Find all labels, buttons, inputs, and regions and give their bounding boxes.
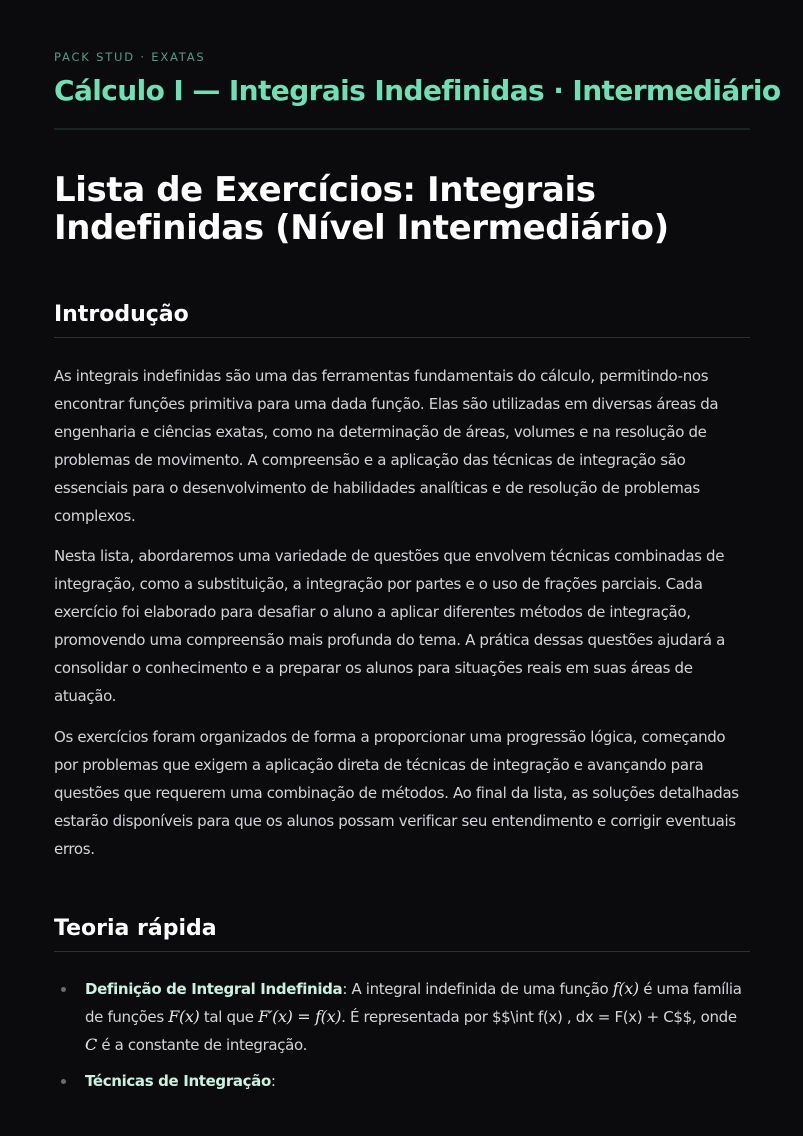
- section-heading-teoria-rapida: Teoria rápida: [54, 916, 750, 952]
- header-divider: [54, 128, 750, 130]
- list-item: [54, 975, 750, 1059]
- math-expression: F(x): [168, 1007, 200, 1026]
- math-expression: f(x): [612, 979, 639, 998]
- intro-paragraph-3: Os exercícios foram organizados de forma a proporcionar uma progressão lógica, começando por problemas que exigem a aplicação direta de técnicas de integração e avançando para questões que requerem uma combinação de métodos. Ao final da lista, as soluções detalhadas estarão disponíveis para que os alunos possam verificar seu entendimento e corrigir eventuais erros.: [54, 728, 739, 858]
- course-title: Cálculo I — Integrais Indefinidas · Intermediário: [54, 74, 781, 107]
- term-label: Definição de Integral Indefinida: [85, 980, 343, 998]
- intro-paragraph-1: As integrais indefinidas são uma das ferramentas fundamentais do cálculo, permitindo-nos encontrar funções primitiva para uma dada função. Elas são utilizadas em diversas áreas da engenharia e ciências exatas, como na determinação de áreas, volumes e na resolução de problemas de movimento. A compreensão e a aplicação das técnicas de integração são essenciais para o desenvolvimento de habilidades analíticas e de resolução de problemas complexos.: [54, 367, 719, 525]
- item-text: é a constante de integração.: [96, 1036, 307, 1054]
- document-title: Lista de Exercícios: Integrais Indefinidas (Nível Intermediário): [54, 170, 669, 248]
- item-text: tal que: [199, 1008, 259, 1026]
- list-item: [54, 1067, 750, 1095]
- theory-list: [54, 975, 750, 1103]
- item-text: : A integral indefinida de uma função: [342, 980, 613, 998]
- brand-kicker: PACK STUD · EXATAS: [54, 50, 206, 64]
- item-text: é uma família de funções: [85, 980, 742, 1026]
- intro-paragraph-2: Nesta lista, abordaremos uma variedade de questões que envolvem técnicas combinadas de integração, como a substituição, a integração por partes e o uso de frações parciais. Cada exercício foi elaborado para desafiar o aluno a aplicar diferentes métodos de integração, promovendo uma compreensão mais profunda do tema. A prática dessas questões ajudará a consolidar o conhecimento e a preparar os alunos para situações reais em suas áreas de atuação.: [54, 547, 725, 705]
- bullet-icon: [61, 987, 66, 992]
- item-text: :: [270, 1072, 276, 1090]
- section-heading-introducao: Introdução: [54, 302, 750, 338]
- item-text: . É representada por $$\int f(x) , dx = F(x) + C$$, onde: [341, 1008, 737, 1026]
- math-expression: F′(x) = f(x): [258, 1007, 342, 1026]
- bullet-icon: [61, 1079, 66, 1084]
- term-label: Técnicas de Integração: [85, 1072, 271, 1090]
- math-expression: C: [85, 1035, 97, 1054]
